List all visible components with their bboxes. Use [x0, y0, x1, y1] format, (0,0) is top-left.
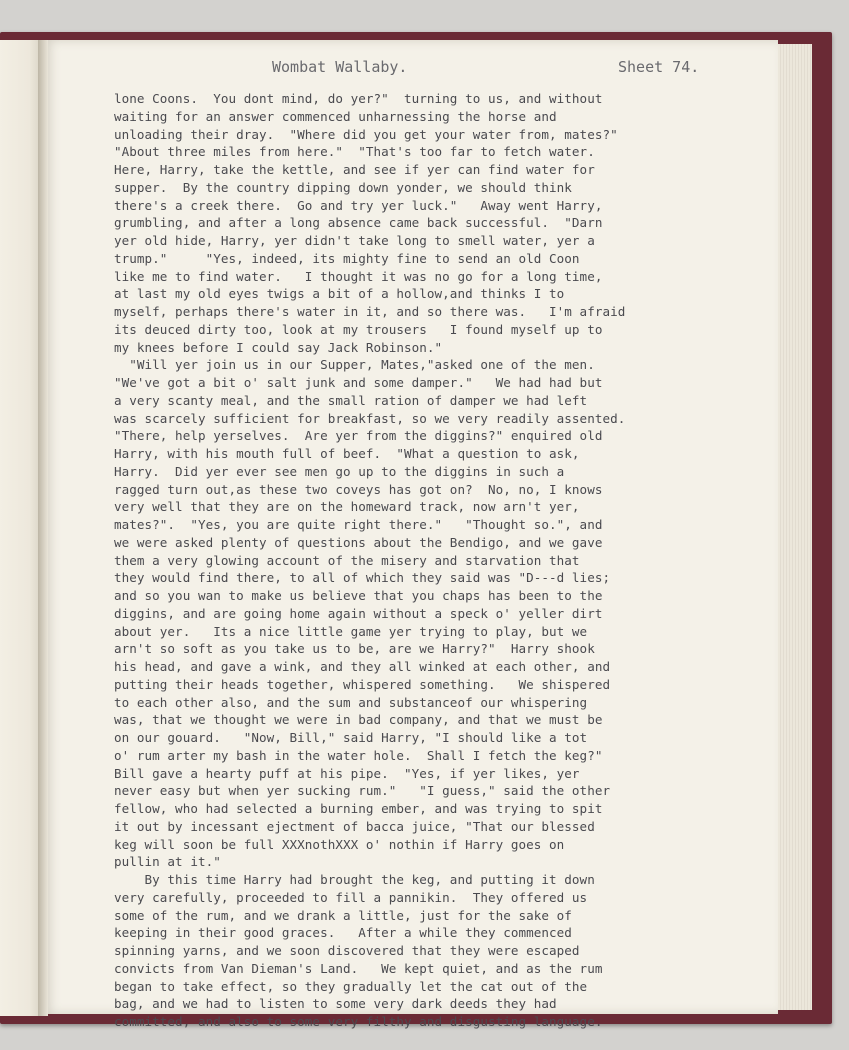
text-line: very carefully, proceeded to fill a pannikin. They offered us [114, 889, 588, 905]
text-line: Here, Harry, take the kettle, and see if yer can find water for [114, 162, 595, 177]
text-line: a very scanty meal, and the small ration of damper we had left [114, 392, 588, 408]
text-line: on our gouard. "Now, Bill," said Harry, "I should like a tot [114, 730, 588, 745]
text-line: was scarcely sufficient for breakfast, so we very readily assented. [114, 410, 626, 426]
text-line: lone Coons. You dont mind, do yer?" turning to us, and without [114, 91, 603, 106]
text-line: they would find there, to all of which they said was "D---d lies; [114, 570, 611, 586]
typed-body-text [114, 90, 764, 1031]
text-line: Harry. Did yer ever see men go up to the diggins in such a [114, 463, 565, 479]
text-line: mates?". "Yes, you are quite right there." "Thought so.", and [114, 517, 603, 532]
text-line: myself, perhaps there's water in it, and so there was. I'm afraid [114, 304, 626, 319]
text-line: like me to find water. I thought it was no go for a long time, [114, 268, 603, 284]
text-line: and so you wan to make us believe that you chaps has been to the [114, 588, 603, 603]
text-line: began to take effect, so they gradually let the cat out of the [114, 978, 588, 994]
text-line: my knees before I could say Jack Robinson." [114, 339, 443, 355]
text-line: to each other also, and the sum and substanceof our whispering [114, 694, 588, 710]
book-gutter [38, 40, 48, 1016]
text-line: bag, and we had to listen to some very dark deeds they had [114, 996, 557, 1012]
text-line: grumbling, and after a long absence came back successful. "Darn [114, 215, 603, 231]
text-line: never easy but when yer sucking rum." "I guess," said the other [114, 783, 611, 799]
text-line: waiting for an answer commenced unharnessing the horse and [114, 108, 557, 124]
page-header [44, 58, 778, 82]
text-line: "We've got a bit o' salt junk and some damper." We had had but [114, 375, 603, 390]
text-line: "About three miles from here." "That's too far to fetch water. [114, 144, 595, 160]
text-line: spinning yarns, and we soon discovered that they were escaped [114, 943, 580, 958]
text-line: its deuced dirty too, look at my trousers I found myself up to [114, 321, 603, 337]
text-line: them a very glowing account of the misery and starvation that [114, 552, 580, 568]
text-line: supper. By the country dipping down yonder, we should think [114, 179, 572, 195]
text-line: trump." "Yes, indeed, its mighty fine to send an old Coon [114, 250, 580, 266]
text-line: committed, and also to some very filthy and disgusting language. [114, 1014, 603, 1029]
text-line: about yer. Its a nice little game yer trying to play, but we [114, 623, 588, 639]
left-page-edge [0, 40, 42, 1016]
text-line: unloading their dray. "Where did you get your water from, mates?" [114, 126, 618, 142]
text-line: we were asked plenty of questions about the Bendigo, and we gave [114, 534, 603, 550]
text-line: at last my old eyes twigs a bit of a hollow,and thinks I to [114, 286, 565, 302]
text-line: was, that we thought we were in bad company, and that we must be [114, 712, 603, 728]
text-line: keeping in their good graces. After a while they commenced [114, 925, 572, 941]
text-line: very well that they are on the homeward track, now arn't yer, [114, 499, 580, 515]
text-line: keg will soon be full XXXnothXXX o' nothin if Harry goes on [114, 836, 565, 852]
text-line: his head, and gave a wink, and they all winked at each other, and [114, 659, 611, 674]
text-line: it out by incessant ejectment of bacca juice, "That our blessed [114, 818, 595, 834]
typed-page [44, 40, 778, 1029]
text-line: Harry, with his mouth full of beef. "What a question to ask, [114, 446, 580, 461]
text-line: some of the rum, and we drank a little, just for the sake of [114, 907, 572, 923]
text-line: By this time Harry had brought the keg, and putting it down [114, 872, 595, 887]
text-line: yer old hide, Harry, yer didn't take long to smell water, yer a [114, 233, 595, 248]
text-line: there's a creek there. Go and try yer luck." Away went Harry, [114, 197, 603, 213]
text-line: o' rum arter my bash in the water hole. Shall I fetch the keg?" [114, 747, 603, 763]
text-line: convicts from Van Dieman's Land. We kept quiet, and as the rum [114, 960, 603, 976]
text-line: "Will yer join us in our Supper, Mates,"asked one of the men. [114, 357, 595, 373]
text-line: Bill gave a hearty puff at his pipe. "Yes, if yer likes, yer [114, 765, 580, 781]
sheet-number: Sheet 74. [618, 58, 700, 76]
text-line: pullin at it." [114, 854, 221, 870]
text-line: arn't so soft as you take us to be, are we Harry?" Harry shook [114, 641, 595, 657]
text-line: diggins, and are going home again without a speck o' yeller dirt [114, 605, 603, 621]
text-line: ragged turn out,as these two coveys has got on? No, no, I knows [114, 481, 603, 497]
text-line: "There, help yerselves. Are yer from the diggins?" enquired old [114, 428, 603, 444]
text-line: fellow, who had selected a burning ember, and was trying to spit [114, 801, 603, 816]
page-title: Wombat Wallaby. [272, 58, 408, 76]
text-line: putting their heads together, whispered something. We shispered [114, 676, 611, 692]
